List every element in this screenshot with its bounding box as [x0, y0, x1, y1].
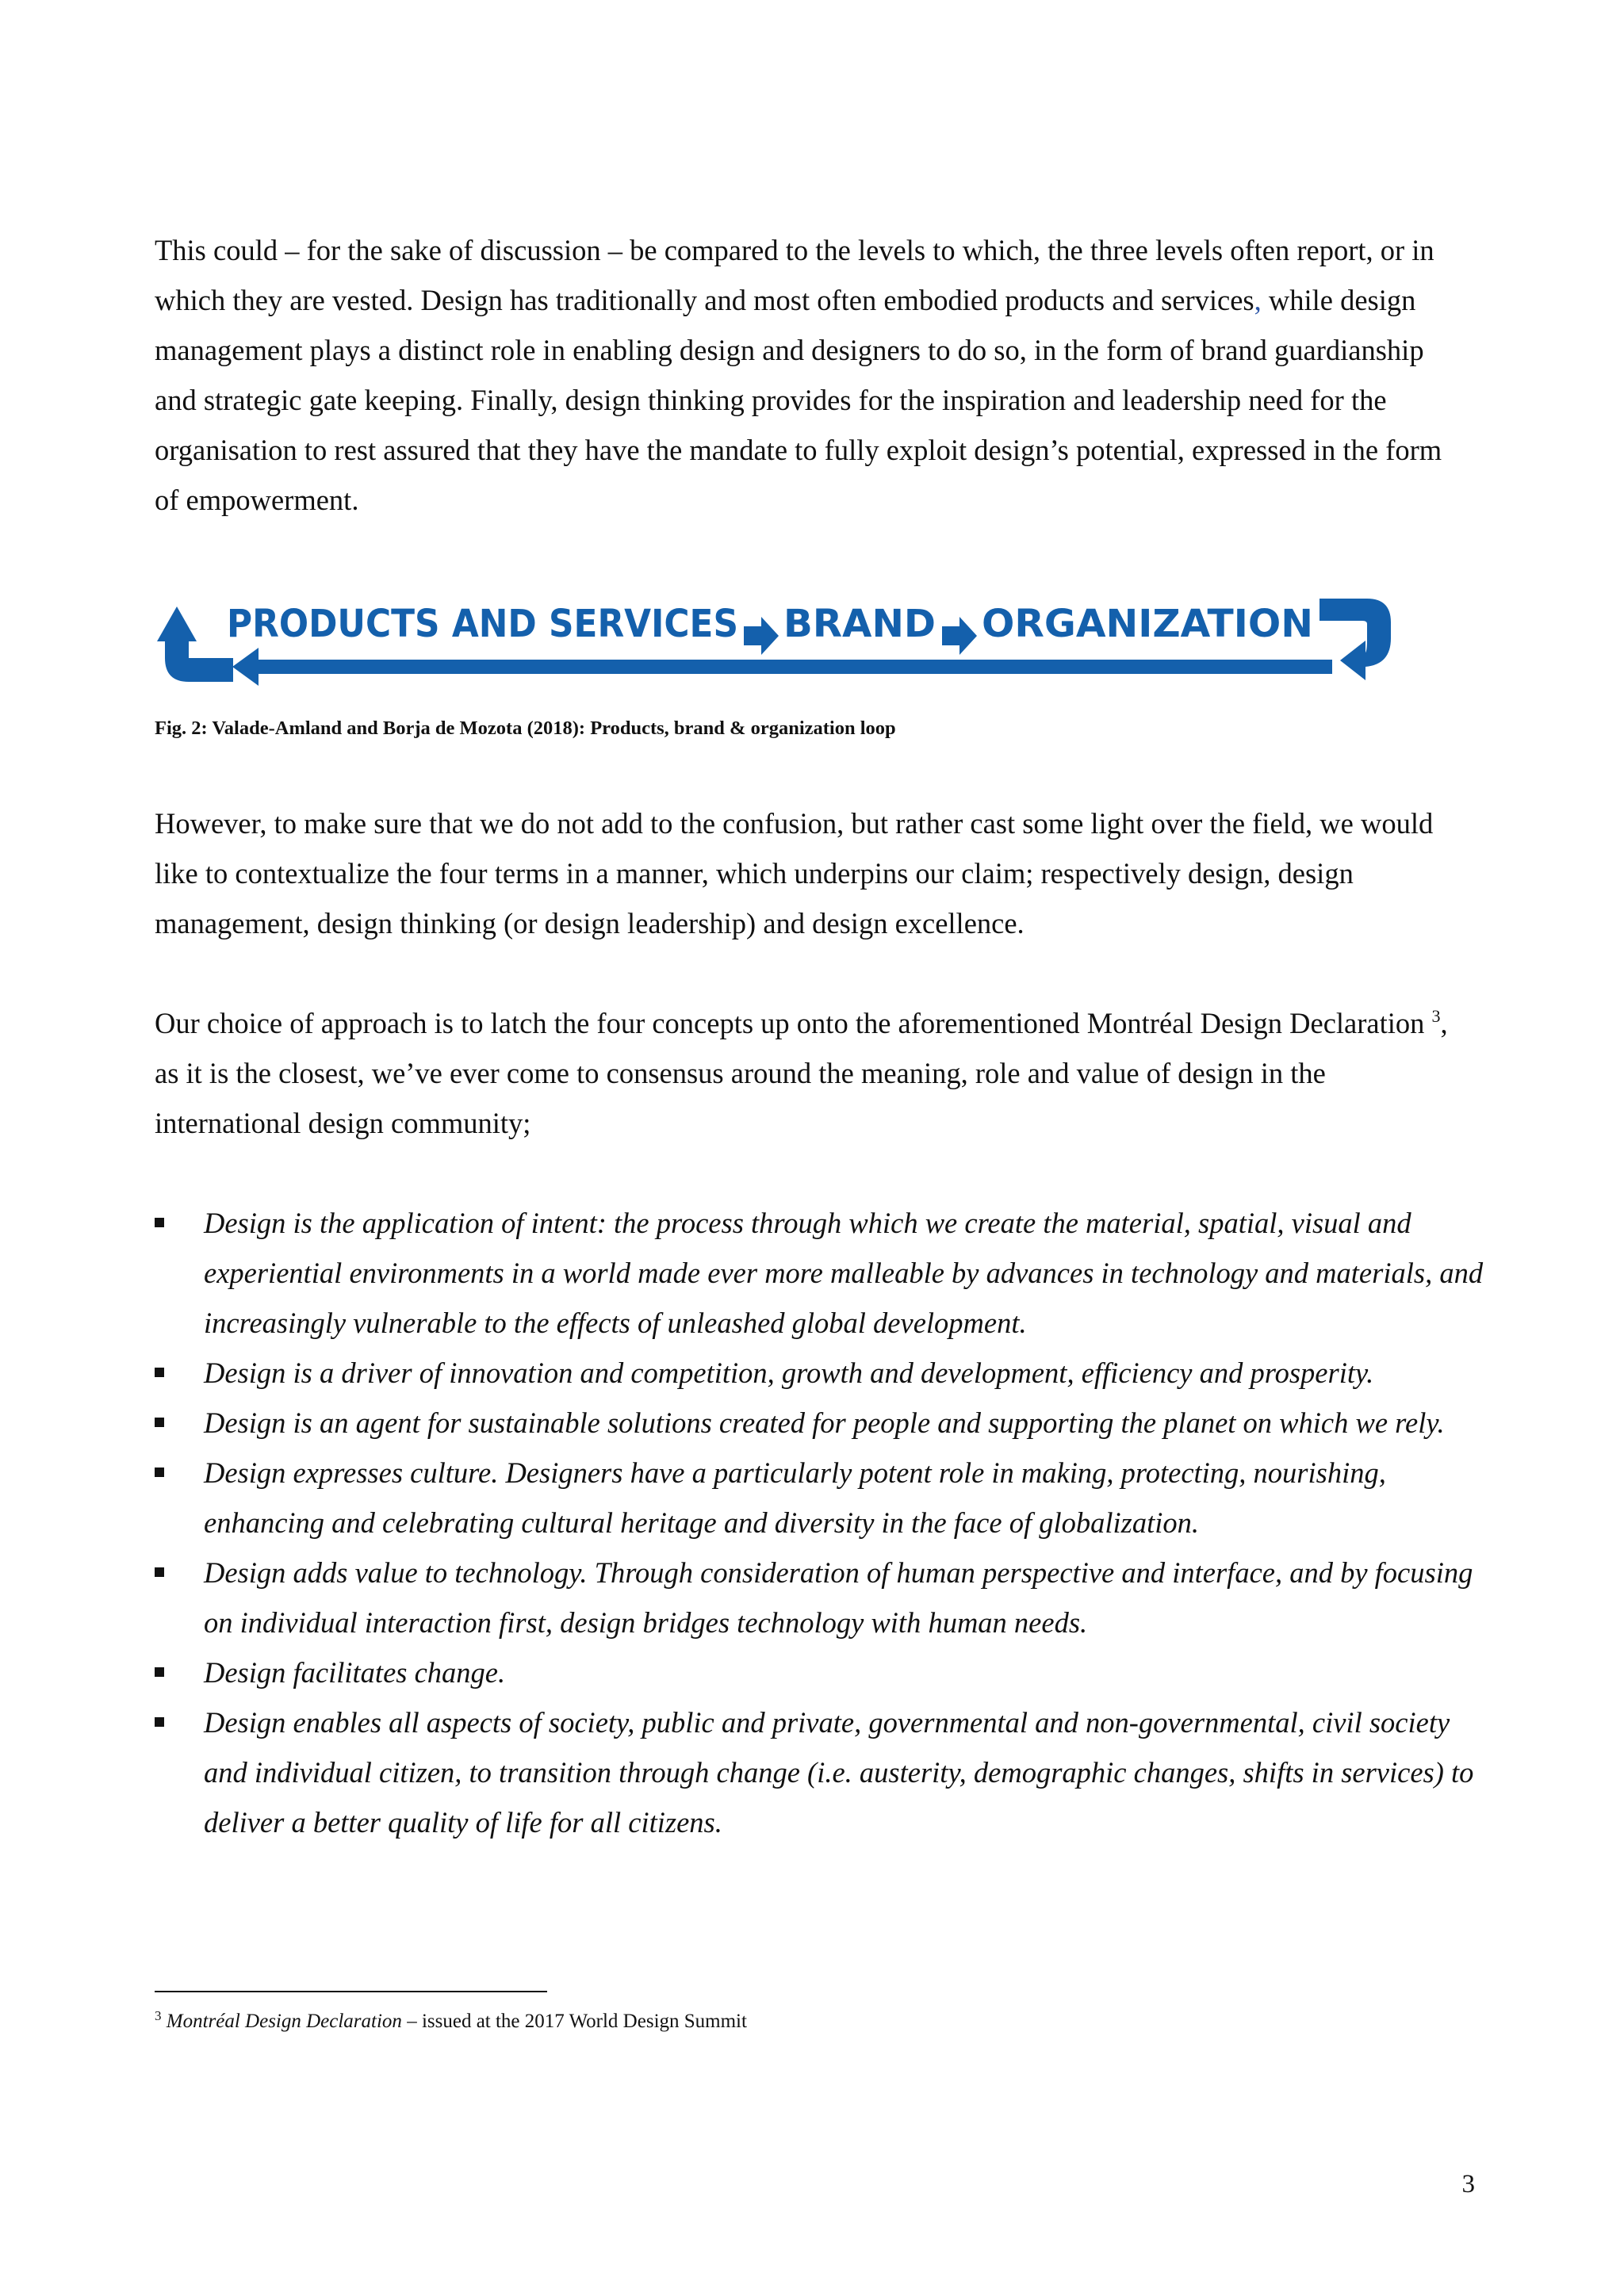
intro-paragraph-comma: ,	[1254, 284, 1262, 316]
intro-paragraph	[155, 225, 1471, 525]
list-item-text: Design expresses culture. Designers have a particularly potent role in making, protecting, nourishing, enhancing and celebrating cultural heritage and diversity in the face of globalization.	[204, 1456, 1386, 1539]
square-bullet-icon	[155, 1468, 164, 1477]
list-item-text: Design facilitates change.	[204, 1656, 506, 1689]
list-item	[155, 1448, 1487, 1548]
square-bullet-icon	[155, 1418, 164, 1427]
footnote-reference[interactable]: 3	[1431, 1006, 1441, 1026]
figure-stage-2-label: BRAND	[783, 602, 936, 646]
list-item	[155, 1647, 1487, 1697]
figure-stage-3-label: ORGANIZATION	[982, 602, 1313, 646]
approach-paragraph	[155, 998, 1471, 1148]
list-item-text: Design is a driver of innovation and competition, growth and development, efficiency and prosperity.	[204, 1357, 1374, 1389]
context-paragraph: However, to make sure that we do not add to the confusion, but rather cast some light over the field, we would like to contextualize the four terms in a manner, which underpins our claim; respectively design, design management, design thinking (or design leadership) and design excellence.	[155, 807, 1434, 939]
square-bullet-icon	[155, 1717, 164, 1727]
intro-paragraph-part-a: This could – for the sake of discussion – be compared to the levels to which, the three levels often report, or in which they are vested. Design has traditionally and most often embodied products and services	[155, 234, 1434, 316]
list-item	[155, 1548, 1487, 1647]
list-item-text: Design enables all aspects of society, public and private, governmental and non-governmental, civil society and individual citizen, to transition through change (i.e. austerity, demographic changes, shifts in services) to deliver a better quality of life for all citizens.	[204, 1706, 1474, 1839]
stage-1-to-2-arrow-icon	[744, 617, 779, 655]
bottom-return-arrow-head-icon	[232, 648, 259, 686]
square-bullet-icon	[155, 1368, 164, 1377]
figure-stage-1-label: PRODUCTS AND SERVICES	[227, 602, 738, 646]
list-item	[155, 1697, 1487, 1847]
bottom-return-arrow-shaft	[252, 660, 1332, 674]
footnote	[155, 2008, 747, 2035]
intro-paragraph-part-b: while design management plays a distinct role in enabling design and designers to do so, in the form of brand guardianship and strategic gate keeping. Finally, design thinking provides for the inspiration and leadership need for the organisation to rest assured that they have the mandate to fully exploit design’s potential, expressed in the form of empowerment.	[155, 284, 1442, 516]
products-brand-organization-loop-figure	[157, 583, 1399, 694]
list-item-text: Design is an agent for sustainable solutions created for people and supporting the planet on which we rely.	[204, 1406, 1445, 1439]
footnote-text: – issued at the 2017 World Design Summit	[401, 2011, 747, 2032]
list-item-text: Design is the application of intent: the process through which we create the material, spatial, visual and experiential environments in a world made ever more malleable by advances in technology and materials, and increasingly vulnerable to the effects of unleashed global development.	[204, 1207, 1484, 1339]
stage-2-to-3-arrow-icon	[942, 617, 977, 655]
square-bullet-icon	[155, 1218, 164, 1227]
approach-text-after-ref: , as it is the closest, we’ve ever come to consensus around the meaning, role and value of design in the international design community;	[155, 1007, 1448, 1139]
left-loop-arrow-icon	[157, 607, 233, 682]
list-item	[155, 1398, 1487, 1448]
list-item	[155, 1348, 1487, 1398]
page-number: 3	[1461, 2170, 1475, 2198]
footnote-title: Montréal Design Declaration	[166, 2011, 402, 2032]
footnote-separator	[155, 1991, 547, 1992]
list-item-text: Design adds value to technology. Through consideration of human perspective and interface, and by focusing on individual interaction first, design bridges technology with human needs.	[204, 1556, 1473, 1639]
figure-caption: Fig. 2: Valade-Amland and Borja de Mozota (2018): Products, brand & organization loop	[155, 718, 896, 739]
declaration-bullet-list	[155, 1198, 1487, 1847]
square-bullet-icon	[155, 1567, 164, 1577]
footnote-number: 3	[155, 2008, 162, 2023]
list-item	[155, 1198, 1487, 1348]
approach-text-before-ref: Our choice of approach is to latch the four concepts up onto the aforementioned Montréal Design Declaration	[155, 1007, 1432, 1039]
square-bullet-icon	[155, 1667, 164, 1677]
